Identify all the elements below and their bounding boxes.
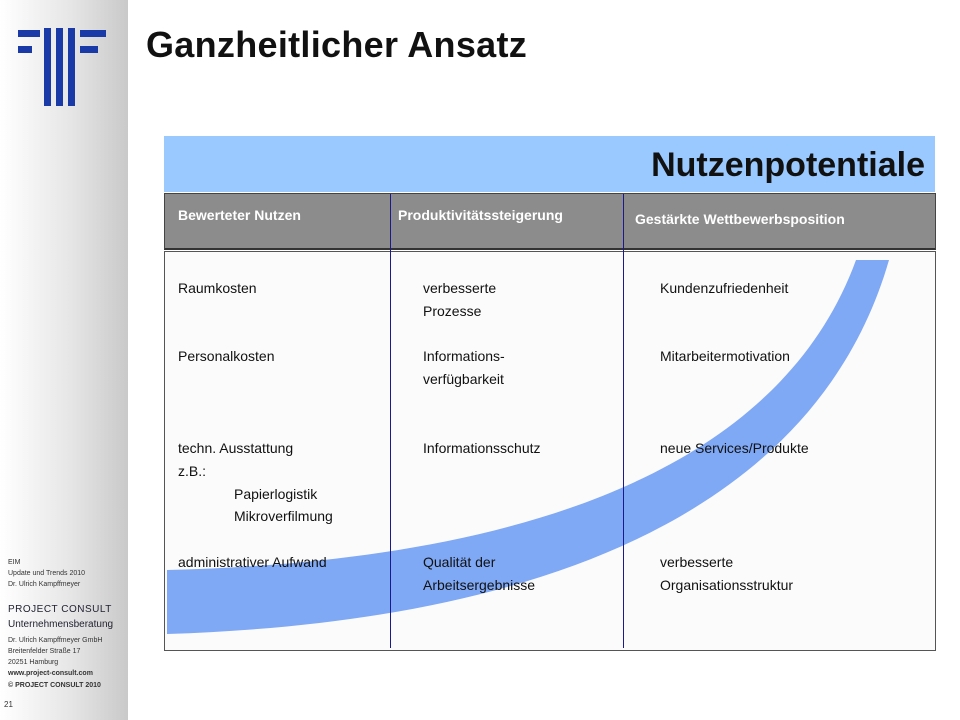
sidebar-copyright: © PROJECT CONSULT 2010	[8, 682, 101, 689]
slide-title: Ganzheitlicher Ansatz	[146, 24, 528, 65]
cell-microfilming: Mikroverfilmung	[234, 508, 333, 524]
cell-technical-equipment: techn. Ausstattung	[178, 440, 294, 456]
sidebar-line-eim: EIM	[8, 559, 21, 566]
banner-title: Nutzenpotentiale	[651, 146, 925, 184]
cell-paper-logistics: Papierlogistik	[234, 486, 318, 502]
cell-information: Informations-	[423, 348, 505, 364]
cell-customer-satisfaction: Kundenzufriedenheit	[660, 280, 789, 296]
cell-eg: z.B.:	[178, 463, 207, 479]
column-divider-1	[390, 194, 391, 648]
sidebar	[0, 0, 128, 720]
cell-quality-of: Qualität der	[423, 554, 496, 570]
cell-availability: verfügbarkeit	[423, 371, 504, 387]
sidebar-brand: PROJECT CONSULT	[8, 604, 112, 615]
cell-processes: Prozesse	[423, 303, 482, 319]
sidebar-street: Breitenfelder Straße 17	[8, 648, 81, 655]
column-header-row	[164, 193, 936, 250]
cell-new-services: neue Services/Produkte	[660, 440, 809, 456]
column-header-competition: Gestärkte Wettbewerbsposition	[635, 211, 845, 227]
cell-improved: verbesserte	[423, 280, 497, 296]
benefit-table	[164, 251, 936, 651]
company-logo	[18, 28, 108, 106]
cell-employee-motivation: Mitarbeitermotivation	[660, 348, 790, 364]
sidebar-city: 20251 Hamburg	[8, 659, 59, 666]
sidebar-web-link[interactable]: www.project-consult.com	[8, 670, 93, 677]
cell-information-security: Informationsschutz	[423, 440, 541, 456]
cell-organization-structure: Organisationsstruktur	[660, 577, 794, 593]
sidebar-brand-sub: Unternehmensberatung	[8, 619, 114, 630]
cell-improved-2: verbesserte	[660, 554, 734, 570]
banner	[164, 136, 935, 192]
cell-administrative-effort: administrativer Aufwand	[178, 554, 327, 570]
column-header-productivity: Produktivitätssteigerung	[398, 207, 563, 223]
cell-raumkosten: Raumkosten	[178, 280, 257, 296]
cell-personalkosten: Personalkosten	[178, 348, 275, 364]
cell-work-results: Arbeitsergebnisse	[423, 577, 536, 593]
sidebar-line-author: Dr. Ulrich Kampffmeyer	[8, 581, 81, 588]
column-header-benefit: Bewerteter Nutzen	[178, 207, 301, 223]
sidebar-line-update: Update und Trends 2010	[8, 570, 86, 577]
page-number: 21	[4, 700, 13, 709]
sidebar-company: Dr. Ulrich Kampffmeyer GmbH	[8, 637, 103, 644]
column-divider-2	[623, 194, 624, 648]
